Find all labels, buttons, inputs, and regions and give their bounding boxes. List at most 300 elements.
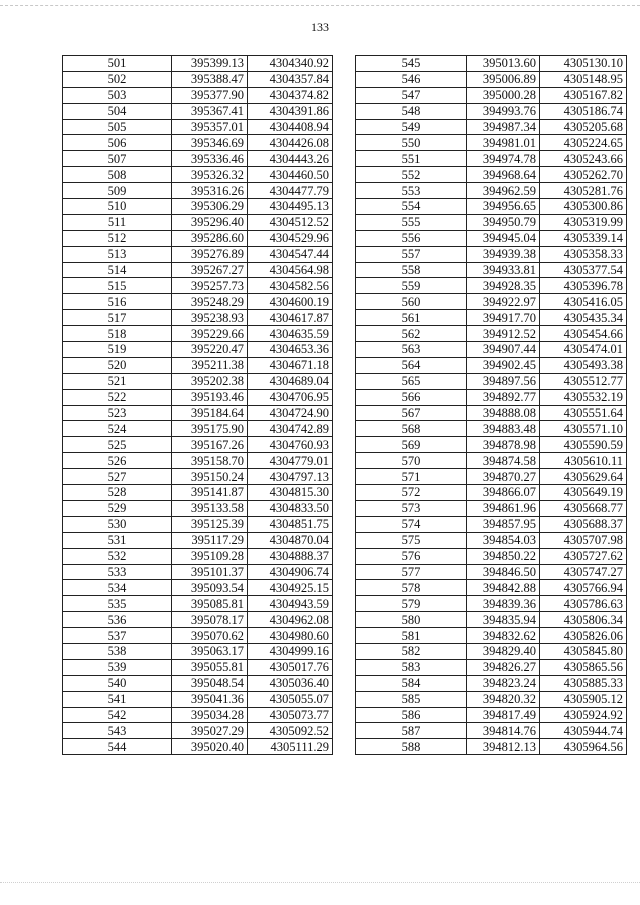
table-row [356, 612, 627, 628]
x-coordinate-cell: 394870.27 [467, 469, 540, 485]
y-coordinate-cell: 4304495.13 [248, 199, 333, 215]
table-row [63, 135, 333, 151]
point-number-cell: 504 [63, 103, 172, 119]
x-coordinate-cell: 395336.46 [172, 151, 248, 167]
x-coordinate-cell: 394846.50 [467, 564, 540, 580]
table-row [356, 675, 627, 691]
table-row [63, 405, 333, 421]
table-row [63, 659, 333, 675]
x-coordinate-cell: 394812.13 [467, 739, 540, 755]
table-row [63, 326, 333, 342]
x-coordinate-cell: 394939.38 [467, 246, 540, 262]
table-row [63, 56, 333, 72]
table-row [356, 405, 627, 421]
point-number-cell: 548 [356, 103, 467, 119]
table-row [356, 437, 627, 453]
point-number-cell: 516 [63, 294, 172, 310]
y-coordinate-cell: 4305339.14 [540, 230, 627, 246]
y-coordinate-cell: 4305688.37 [540, 516, 627, 532]
point-number-cell: 562 [356, 326, 467, 342]
table-row [356, 230, 627, 246]
table-row [356, 643, 627, 659]
y-coordinate-cell: 4305551.64 [540, 405, 627, 421]
table-row [356, 628, 627, 644]
table-row [356, 246, 627, 262]
y-coordinate-cell: 4304426.08 [248, 135, 333, 151]
x-coordinate-cell: 394888.08 [467, 405, 540, 421]
point-number-cell: 538 [63, 643, 172, 659]
x-coordinate-cell: 395000.28 [467, 87, 540, 103]
table-row [356, 389, 627, 405]
x-coordinate-cell: 394902.45 [467, 357, 540, 373]
table-row [63, 628, 333, 644]
y-coordinate-cell: 4305416.05 [540, 294, 627, 310]
table-row [63, 214, 333, 230]
x-coordinate-cell: 395150.24 [172, 469, 248, 485]
x-coordinate-cell: 394974.78 [467, 151, 540, 167]
y-coordinate-cell: 4305964.56 [540, 739, 627, 755]
y-coordinate-cell: 4304443.26 [248, 151, 333, 167]
point-number-cell: 510 [63, 199, 172, 215]
coordinates-table-right [355, 55, 627, 755]
y-coordinate-cell: 4304408.94 [248, 119, 333, 135]
y-coordinate-cell: 4305243.66 [540, 151, 627, 167]
y-coordinate-cell: 4304851.75 [248, 516, 333, 532]
point-number-cell: 555 [356, 214, 467, 230]
x-coordinate-cell: 395220.47 [172, 342, 248, 358]
y-coordinate-cell: 4304999.16 [248, 643, 333, 659]
table-row [63, 548, 333, 564]
table-row [356, 342, 627, 358]
point-number-cell: 508 [63, 167, 172, 183]
x-coordinate-cell: 394835.94 [467, 612, 540, 628]
x-coordinate-cell: 395063.17 [172, 643, 248, 659]
table-row [63, 262, 333, 278]
table-row [63, 612, 333, 628]
x-coordinate-cell: 395357.01 [172, 119, 248, 135]
y-coordinate-cell: 4304671.18 [248, 357, 333, 373]
y-coordinate-cell: 4304980.60 [248, 628, 333, 644]
point-number-cell: 586 [356, 707, 467, 723]
table-row [63, 167, 333, 183]
point-number-cell: 507 [63, 151, 172, 167]
table-row [356, 421, 627, 437]
table-row [356, 167, 627, 183]
x-coordinate-cell: 395133.58 [172, 500, 248, 516]
point-number-cell: 540 [63, 675, 172, 691]
point-number-cell: 521 [63, 373, 172, 389]
y-coordinate-cell: 4304600.19 [248, 294, 333, 310]
point-number-cell: 547 [356, 87, 467, 103]
table-row [63, 183, 333, 199]
table-row [356, 453, 627, 469]
y-coordinate-cell: 4305649.19 [540, 485, 627, 501]
x-coordinate-cell: 395117.29 [172, 532, 248, 548]
point-number-cell: 578 [356, 580, 467, 596]
x-coordinate-cell: 394878.98 [467, 437, 540, 453]
x-coordinate-cell: 395399.13 [172, 56, 248, 72]
point-number-cell: 549 [356, 119, 467, 135]
point-number-cell: 534 [63, 580, 172, 596]
y-coordinate-cell: 4305512.77 [540, 373, 627, 389]
point-number-cell: 531 [63, 532, 172, 548]
table-row [356, 294, 627, 310]
y-coordinate-cell: 4305073.77 [248, 707, 333, 723]
point-number-cell: 554 [356, 199, 467, 215]
x-coordinate-cell: 395184.64 [172, 405, 248, 421]
y-coordinate-cell: 4305610.11 [540, 453, 627, 469]
y-coordinate-cell: 4305435.34 [540, 310, 627, 326]
x-coordinate-cell: 395306.29 [172, 199, 248, 215]
point-number-cell: 582 [356, 643, 467, 659]
point-number-cell: 541 [63, 691, 172, 707]
point-number-cell: 515 [63, 278, 172, 294]
y-coordinate-cell: 4305319.99 [540, 214, 627, 230]
table-row [63, 87, 333, 103]
x-coordinate-cell: 395055.81 [172, 659, 248, 675]
table-row [356, 500, 627, 516]
table-row [63, 723, 333, 739]
point-number-cell: 560 [356, 294, 467, 310]
x-coordinate-cell: 395211.38 [172, 357, 248, 373]
y-coordinate-cell: 4304906.74 [248, 564, 333, 580]
table-row [63, 596, 333, 612]
point-number-cell: 527 [63, 469, 172, 485]
y-coordinate-cell: 4304760.93 [248, 437, 333, 453]
x-coordinate-cell: 395193.46 [172, 389, 248, 405]
page-number: 133 [311, 20, 329, 34]
point-number-cell: 517 [63, 310, 172, 326]
table-row [63, 453, 333, 469]
table-row [63, 71, 333, 87]
table-row [356, 278, 627, 294]
y-coordinate-cell: 4305036.40 [248, 675, 333, 691]
x-coordinate-cell: 394829.40 [467, 643, 540, 659]
x-coordinate-cell: 395388.47 [172, 71, 248, 87]
y-coordinate-cell: 4304962.08 [248, 612, 333, 628]
point-number-cell: 529 [63, 500, 172, 516]
point-number-cell: 577 [356, 564, 467, 580]
table-row [356, 199, 627, 215]
y-coordinate-cell: 4305281.76 [540, 183, 627, 199]
table-row [63, 516, 333, 532]
y-coordinate-cell: 4305262.70 [540, 167, 627, 183]
point-number-cell: 587 [356, 723, 467, 739]
table-row [63, 151, 333, 167]
x-coordinate-cell: 395229.66 [172, 326, 248, 342]
point-number-cell: 546 [356, 71, 467, 87]
x-coordinate-cell: 394839.36 [467, 596, 540, 612]
y-coordinate-cell: 4305629.64 [540, 469, 627, 485]
table-row [63, 437, 333, 453]
y-coordinate-cell: 4304582.56 [248, 278, 333, 294]
x-coordinate-cell: 395367.41 [172, 103, 248, 119]
y-coordinate-cell: 4305055.07 [248, 691, 333, 707]
y-coordinate-cell: 4304724.90 [248, 405, 333, 421]
x-coordinate-cell: 394832.62 [467, 628, 540, 644]
point-number-cell: 569 [356, 437, 467, 453]
x-coordinate-cell: 395070.62 [172, 628, 248, 644]
x-coordinate-cell: 394817.49 [467, 707, 540, 723]
point-number-cell: 524 [63, 421, 172, 437]
y-coordinate-cell: 4305092.52 [248, 723, 333, 739]
table-row [356, 214, 627, 230]
table-row [63, 310, 333, 326]
table-row [63, 230, 333, 246]
x-coordinate-cell: 395276.89 [172, 246, 248, 262]
point-number-cell: 520 [63, 357, 172, 373]
table-row [356, 659, 627, 675]
y-coordinate-cell: 4305590.59 [540, 437, 627, 453]
x-coordinate-cell: 394883.48 [467, 421, 540, 437]
point-number-cell: 580 [356, 612, 467, 628]
y-coordinate-cell: 4305358.33 [540, 246, 627, 262]
x-coordinate-cell: 395167.26 [172, 437, 248, 453]
point-number-cell: 551 [356, 151, 467, 167]
x-coordinate-cell: 394922.97 [467, 294, 540, 310]
point-number-cell: 518 [63, 326, 172, 342]
table-row [356, 151, 627, 167]
x-coordinate-cell: 394850.22 [467, 548, 540, 564]
point-number-cell: 575 [356, 532, 467, 548]
table-row [63, 643, 333, 659]
x-coordinate-cell: 394823.24 [467, 675, 540, 691]
table-row [63, 342, 333, 358]
y-coordinate-cell: 4305017.76 [248, 659, 333, 675]
y-coordinate-cell: 4304512.52 [248, 214, 333, 230]
point-number-cell: 537 [63, 628, 172, 644]
table-row [356, 723, 627, 739]
x-coordinate-cell: 394945.04 [467, 230, 540, 246]
x-coordinate-cell: 395202.38 [172, 373, 248, 389]
y-coordinate-cell: 4304391.86 [248, 103, 333, 119]
x-coordinate-cell: 395006.89 [467, 71, 540, 87]
table-row [63, 246, 333, 262]
x-coordinate-cell: 395093.54 [172, 580, 248, 596]
table-row [63, 675, 333, 691]
point-number-cell: 572 [356, 485, 467, 501]
y-coordinate-cell: 4305396.78 [540, 278, 627, 294]
y-coordinate-cell: 4305845.80 [540, 643, 627, 659]
y-coordinate-cell: 4304742.89 [248, 421, 333, 437]
table-row [63, 564, 333, 580]
x-coordinate-cell: 395257.73 [172, 278, 248, 294]
x-coordinate-cell: 395027.29 [172, 723, 248, 739]
table-row [356, 707, 627, 723]
y-coordinate-cell: 4304357.84 [248, 71, 333, 87]
table-row [356, 691, 627, 707]
point-number-cell: 579 [356, 596, 467, 612]
point-number-cell: 557 [356, 246, 467, 262]
table-row [356, 564, 627, 580]
top-rule [0, 5, 640, 6]
x-coordinate-cell: 395316.26 [172, 183, 248, 199]
point-number-cell: 525 [63, 437, 172, 453]
y-coordinate-cell: 4305885.33 [540, 675, 627, 691]
x-coordinate-cell: 395109.28 [172, 548, 248, 564]
x-coordinate-cell: 394842.88 [467, 580, 540, 596]
y-coordinate-cell: 4304477.79 [248, 183, 333, 199]
table-row [63, 707, 333, 723]
table-row [63, 119, 333, 135]
table-row [356, 469, 627, 485]
table-row [63, 469, 333, 485]
table-row [63, 485, 333, 501]
point-number-cell: 565 [356, 373, 467, 389]
y-coordinate-cell: 4305727.62 [540, 548, 627, 564]
y-coordinate-cell: 4305454.66 [540, 326, 627, 342]
x-coordinate-cell: 394981.01 [467, 135, 540, 151]
x-coordinate-cell: 394814.76 [467, 723, 540, 739]
y-coordinate-cell: 4304689.04 [248, 373, 333, 389]
y-coordinate-cell: 4305806.34 [540, 612, 627, 628]
x-coordinate-cell: 395085.81 [172, 596, 248, 612]
point-number-cell: 514 [63, 262, 172, 278]
point-number-cell: 573 [356, 500, 467, 516]
table-row [356, 739, 627, 755]
point-number-cell: 588 [356, 739, 467, 755]
table-row [356, 532, 627, 548]
point-number-cell: 533 [63, 564, 172, 580]
x-coordinate-cell: 394854.03 [467, 532, 540, 548]
y-coordinate-cell: 4305111.29 [248, 739, 333, 755]
y-coordinate-cell: 4305707.98 [540, 532, 627, 548]
point-number-cell: 528 [63, 485, 172, 501]
point-number-cell: 563 [356, 342, 467, 358]
y-coordinate-cell: 4305747.27 [540, 564, 627, 580]
y-coordinate-cell: 4305944.74 [540, 723, 627, 739]
table-row [63, 103, 333, 119]
point-number-cell: 567 [356, 405, 467, 421]
point-number-cell: 564 [356, 357, 467, 373]
x-coordinate-cell: 394907.44 [467, 342, 540, 358]
table-row [63, 357, 333, 373]
point-number-cell: 530 [63, 516, 172, 532]
point-number-cell: 553 [356, 183, 467, 199]
table-row [356, 262, 627, 278]
x-coordinate-cell: 394917.70 [467, 310, 540, 326]
point-number-cell: 544 [63, 739, 172, 755]
table-row [63, 389, 333, 405]
table-row [63, 421, 333, 437]
y-coordinate-cell: 4304943.59 [248, 596, 333, 612]
x-coordinate-cell: 394950.79 [467, 214, 540, 230]
x-coordinate-cell: 394826.27 [467, 659, 540, 675]
y-coordinate-cell: 4304925.15 [248, 580, 333, 596]
point-number-cell: 502 [63, 71, 172, 87]
y-coordinate-cell: 4305924.92 [540, 707, 627, 723]
table-row [63, 739, 333, 755]
point-number-cell: 561 [356, 310, 467, 326]
x-coordinate-cell: 395141.87 [172, 485, 248, 501]
point-number-cell: 542 [63, 707, 172, 723]
point-number-cell: 566 [356, 389, 467, 405]
point-number-cell: 543 [63, 723, 172, 739]
y-coordinate-cell: 4305130.10 [540, 56, 627, 72]
x-coordinate-cell: 395158.70 [172, 453, 248, 469]
y-coordinate-cell: 4305186.74 [540, 103, 627, 119]
point-number-cell: 509 [63, 183, 172, 199]
point-number-cell: 522 [63, 389, 172, 405]
x-coordinate-cell: 394968.64 [467, 167, 540, 183]
x-coordinate-cell: 395041.36 [172, 691, 248, 707]
table-row [63, 373, 333, 389]
y-coordinate-cell: 4304340.92 [248, 56, 333, 72]
y-coordinate-cell: 4305571.10 [540, 421, 627, 437]
x-coordinate-cell: 394897.56 [467, 373, 540, 389]
x-coordinate-cell: 395377.90 [172, 87, 248, 103]
point-number-cell: 576 [356, 548, 467, 564]
table-row [356, 103, 627, 119]
y-coordinate-cell: 4304564.98 [248, 262, 333, 278]
y-coordinate-cell: 4305786.63 [540, 596, 627, 612]
x-coordinate-cell: 394993.76 [467, 103, 540, 119]
y-coordinate-cell: 4304779.01 [248, 453, 333, 469]
table-row [356, 357, 627, 373]
point-number-cell: 552 [356, 167, 467, 183]
y-coordinate-cell: 4305865.56 [540, 659, 627, 675]
x-coordinate-cell: 394857.95 [467, 516, 540, 532]
y-coordinate-cell: 4305377.54 [540, 262, 627, 278]
x-coordinate-cell: 395048.54 [172, 675, 248, 691]
table-row [356, 373, 627, 389]
table-row [356, 119, 627, 135]
y-coordinate-cell: 4305300.86 [540, 199, 627, 215]
y-coordinate-cell: 4304815.30 [248, 485, 333, 501]
y-coordinate-cell: 4304653.36 [248, 342, 333, 358]
y-coordinate-cell: 4305167.82 [540, 87, 627, 103]
point-number-cell: 501 [63, 56, 172, 72]
point-number-cell: 583 [356, 659, 467, 675]
point-number-cell: 571 [356, 469, 467, 485]
y-coordinate-cell: 4304870.04 [248, 532, 333, 548]
point-number-cell: 585 [356, 691, 467, 707]
point-number-cell: 536 [63, 612, 172, 628]
y-coordinate-cell: 4304374.82 [248, 87, 333, 103]
x-coordinate-cell: 394874.58 [467, 453, 540, 469]
x-coordinate-cell: 394820.32 [467, 691, 540, 707]
y-coordinate-cell: 4305826.06 [540, 628, 627, 644]
x-coordinate-cell: 394987.34 [467, 119, 540, 135]
table-row [356, 485, 627, 501]
table-row [356, 580, 627, 596]
x-coordinate-cell: 395125.39 [172, 516, 248, 532]
x-coordinate-cell: 394866.07 [467, 485, 540, 501]
point-number-cell: 550 [356, 135, 467, 151]
x-coordinate-cell: 395238.93 [172, 310, 248, 326]
x-coordinate-cell: 394962.59 [467, 183, 540, 199]
x-coordinate-cell: 395286.60 [172, 230, 248, 246]
table-row [63, 199, 333, 215]
y-coordinate-cell: 4305148.95 [540, 71, 627, 87]
y-coordinate-cell: 4305668.77 [540, 500, 627, 516]
point-number-cell: 574 [356, 516, 467, 532]
table-row [356, 326, 627, 342]
y-coordinate-cell: 4305905.12 [540, 691, 627, 707]
y-coordinate-cell: 4304635.59 [248, 326, 333, 342]
y-coordinate-cell: 4305205.68 [540, 119, 627, 135]
coordinates-table-left [62, 55, 333, 755]
y-coordinate-cell: 4304706.95 [248, 389, 333, 405]
x-coordinate-cell: 395175.90 [172, 421, 248, 437]
table-row [63, 691, 333, 707]
y-coordinate-cell: 4305224.65 [540, 135, 627, 151]
table-row [356, 71, 627, 87]
point-number-cell: 570 [356, 453, 467, 469]
table-row [63, 294, 333, 310]
point-number-cell: 526 [63, 453, 172, 469]
table-row [63, 580, 333, 596]
